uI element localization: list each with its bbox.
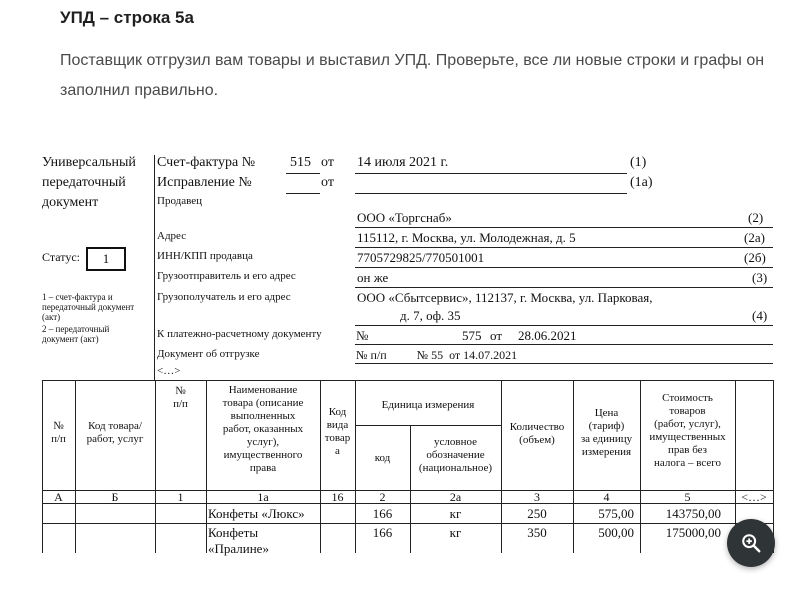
doc-title-line: передаточный bbox=[42, 175, 126, 190]
upd-document bbox=[0, 110, 805, 593]
shipment-value: № п/п № 55 от 14.07.2021 bbox=[356, 348, 518, 362]
page-heading: УПД – строка 5а bbox=[60, 8, 194, 27]
inn-code: (2б) bbox=[744, 250, 766, 265]
shipper-code: (3) bbox=[752, 270, 768, 285]
invoice-code: (1) bbox=[630, 155, 647, 170]
row-unit-sym: кг bbox=[449, 525, 462, 540]
row-unit-code: 166 bbox=[372, 525, 393, 540]
status-note: (акт) bbox=[42, 312, 61, 322]
th-unit-sym: условное обозначение (национальное) bbox=[418, 436, 493, 474]
shipper-value: он же bbox=[357, 270, 389, 285]
row-price: 575,00 bbox=[598, 506, 634, 521]
th-kind: Код вида товар а bbox=[324, 406, 351, 457]
col-index: 1а bbox=[257, 490, 269, 504]
status-note: документ (акт) bbox=[42, 334, 99, 344]
status-note: 2 – передаточный bbox=[42, 324, 110, 334]
row-unit-code: 166 bbox=[372, 506, 393, 521]
row-name: «Пралине» bbox=[208, 541, 269, 556]
row-qty: 250 bbox=[527, 506, 547, 521]
th-code: Код товара/ работ, услуг bbox=[86, 420, 144, 445]
correction-from: от bbox=[321, 175, 334, 190]
invoice-label: Счет-фактура № bbox=[157, 155, 256, 170]
col-index: <…> bbox=[741, 490, 767, 504]
th-num2: № п/п bbox=[173, 385, 188, 410]
status-label: Статус: bbox=[42, 250, 80, 264]
status-note: передаточный документ bbox=[42, 302, 135, 312]
row-cost: 143750,00 bbox=[665, 506, 721, 521]
status-box: 1 bbox=[86, 247, 126, 271]
consignee-code: (4) bbox=[752, 308, 768, 323]
col-index: 5 bbox=[684, 490, 691, 504]
shipper-label: Грузоотправитель и его адрес bbox=[157, 270, 296, 282]
col-index: 2а bbox=[449, 490, 462, 504]
row-unit-sym: кг bbox=[449, 506, 462, 521]
seller-label: Продавец bbox=[157, 195, 203, 207]
col-index: 3 bbox=[534, 490, 540, 504]
consignee-value: д. 7, оф. 35 bbox=[400, 308, 461, 323]
th-price: Цена (тариф) за единицу измерения bbox=[580, 407, 633, 458]
intro-text: Поставщик отгрузил вам товары и выставил УПД. Проверьте, все ли новые строки и графы он заполнил правильно. bbox=[60, 52, 765, 99]
status-note: 1 – счет-фактура и bbox=[42, 292, 113, 302]
th-qty: Количество (объем) bbox=[509, 421, 565, 446]
row-name: Конфеты bbox=[208, 525, 259, 540]
th-name: Наименование товара (описание выполненных работ, оказанных услуг), имущественного права bbox=[222, 384, 304, 474]
row-price: 500,00 bbox=[598, 525, 634, 540]
invoice-number: 515 bbox=[290, 155, 311, 170]
doc-title-line: Универсальный bbox=[42, 155, 136, 170]
address-label: Адрес bbox=[157, 230, 187, 242]
col-index: 16 bbox=[331, 490, 344, 504]
consignee-value: ООО «Сбытсервис», 112137, г. Москва, ул. Парковая, bbox=[357, 290, 653, 305]
inn-label: ИНН/КПП продавца bbox=[157, 250, 253, 262]
col-index: 4 bbox=[603, 490, 610, 504]
row-cost: 175000,00 bbox=[665, 525, 721, 540]
shipment-label: Документ об отгрузке bbox=[157, 348, 260, 360]
correction-label: Исправление № bbox=[157, 175, 252, 190]
consignee-label: Грузополучатель и его адрес bbox=[157, 291, 291, 303]
col-index: 1 bbox=[177, 490, 184, 504]
payment-no: № bbox=[356, 328, 369, 343]
zoom-in-icon bbox=[740, 532, 762, 554]
doc-title-line: документ bbox=[42, 195, 99, 210]
col-index: А bbox=[54, 490, 63, 504]
payment-label: К платежно-расчетному документу bbox=[157, 328, 322, 340]
row-name: Конфеты «Люкс» bbox=[208, 506, 305, 521]
address-value: 115112, г. Москва, ул. Молодежная, д. 5 bbox=[357, 230, 576, 245]
payment-from: от bbox=[490, 328, 503, 343]
payment-number: 575 bbox=[462, 328, 482, 343]
correction-code: (1а) bbox=[630, 175, 653, 190]
row-qty: 350 bbox=[527, 525, 547, 540]
th-unit-code: код bbox=[374, 452, 391, 464]
payment-date: 28.06.2021 bbox=[518, 328, 577, 343]
address-code: (2а) bbox=[744, 230, 765, 245]
th-unit: Единица измерения bbox=[381, 399, 475, 411]
seller-value: ООО «Торгснаб» bbox=[357, 210, 452, 225]
col-index: 2 bbox=[379, 490, 386, 504]
th-num: № п/п bbox=[51, 420, 66, 445]
inn-value: 7705729825/770501001 bbox=[357, 250, 485, 265]
invoice-date: 14 июля 2021 г. bbox=[357, 155, 449, 170]
col-index: Б bbox=[111, 490, 119, 504]
invoice-from: от bbox=[321, 155, 334, 170]
th-cost: Стоимость товаров (работ, услуг), имущественных прав без налога – всего bbox=[649, 392, 726, 469]
shipment-ellipsis: <…> bbox=[157, 365, 181, 377]
seller-code: (2) bbox=[748, 210, 764, 225]
zoom-button[interactable] bbox=[727, 519, 775, 567]
